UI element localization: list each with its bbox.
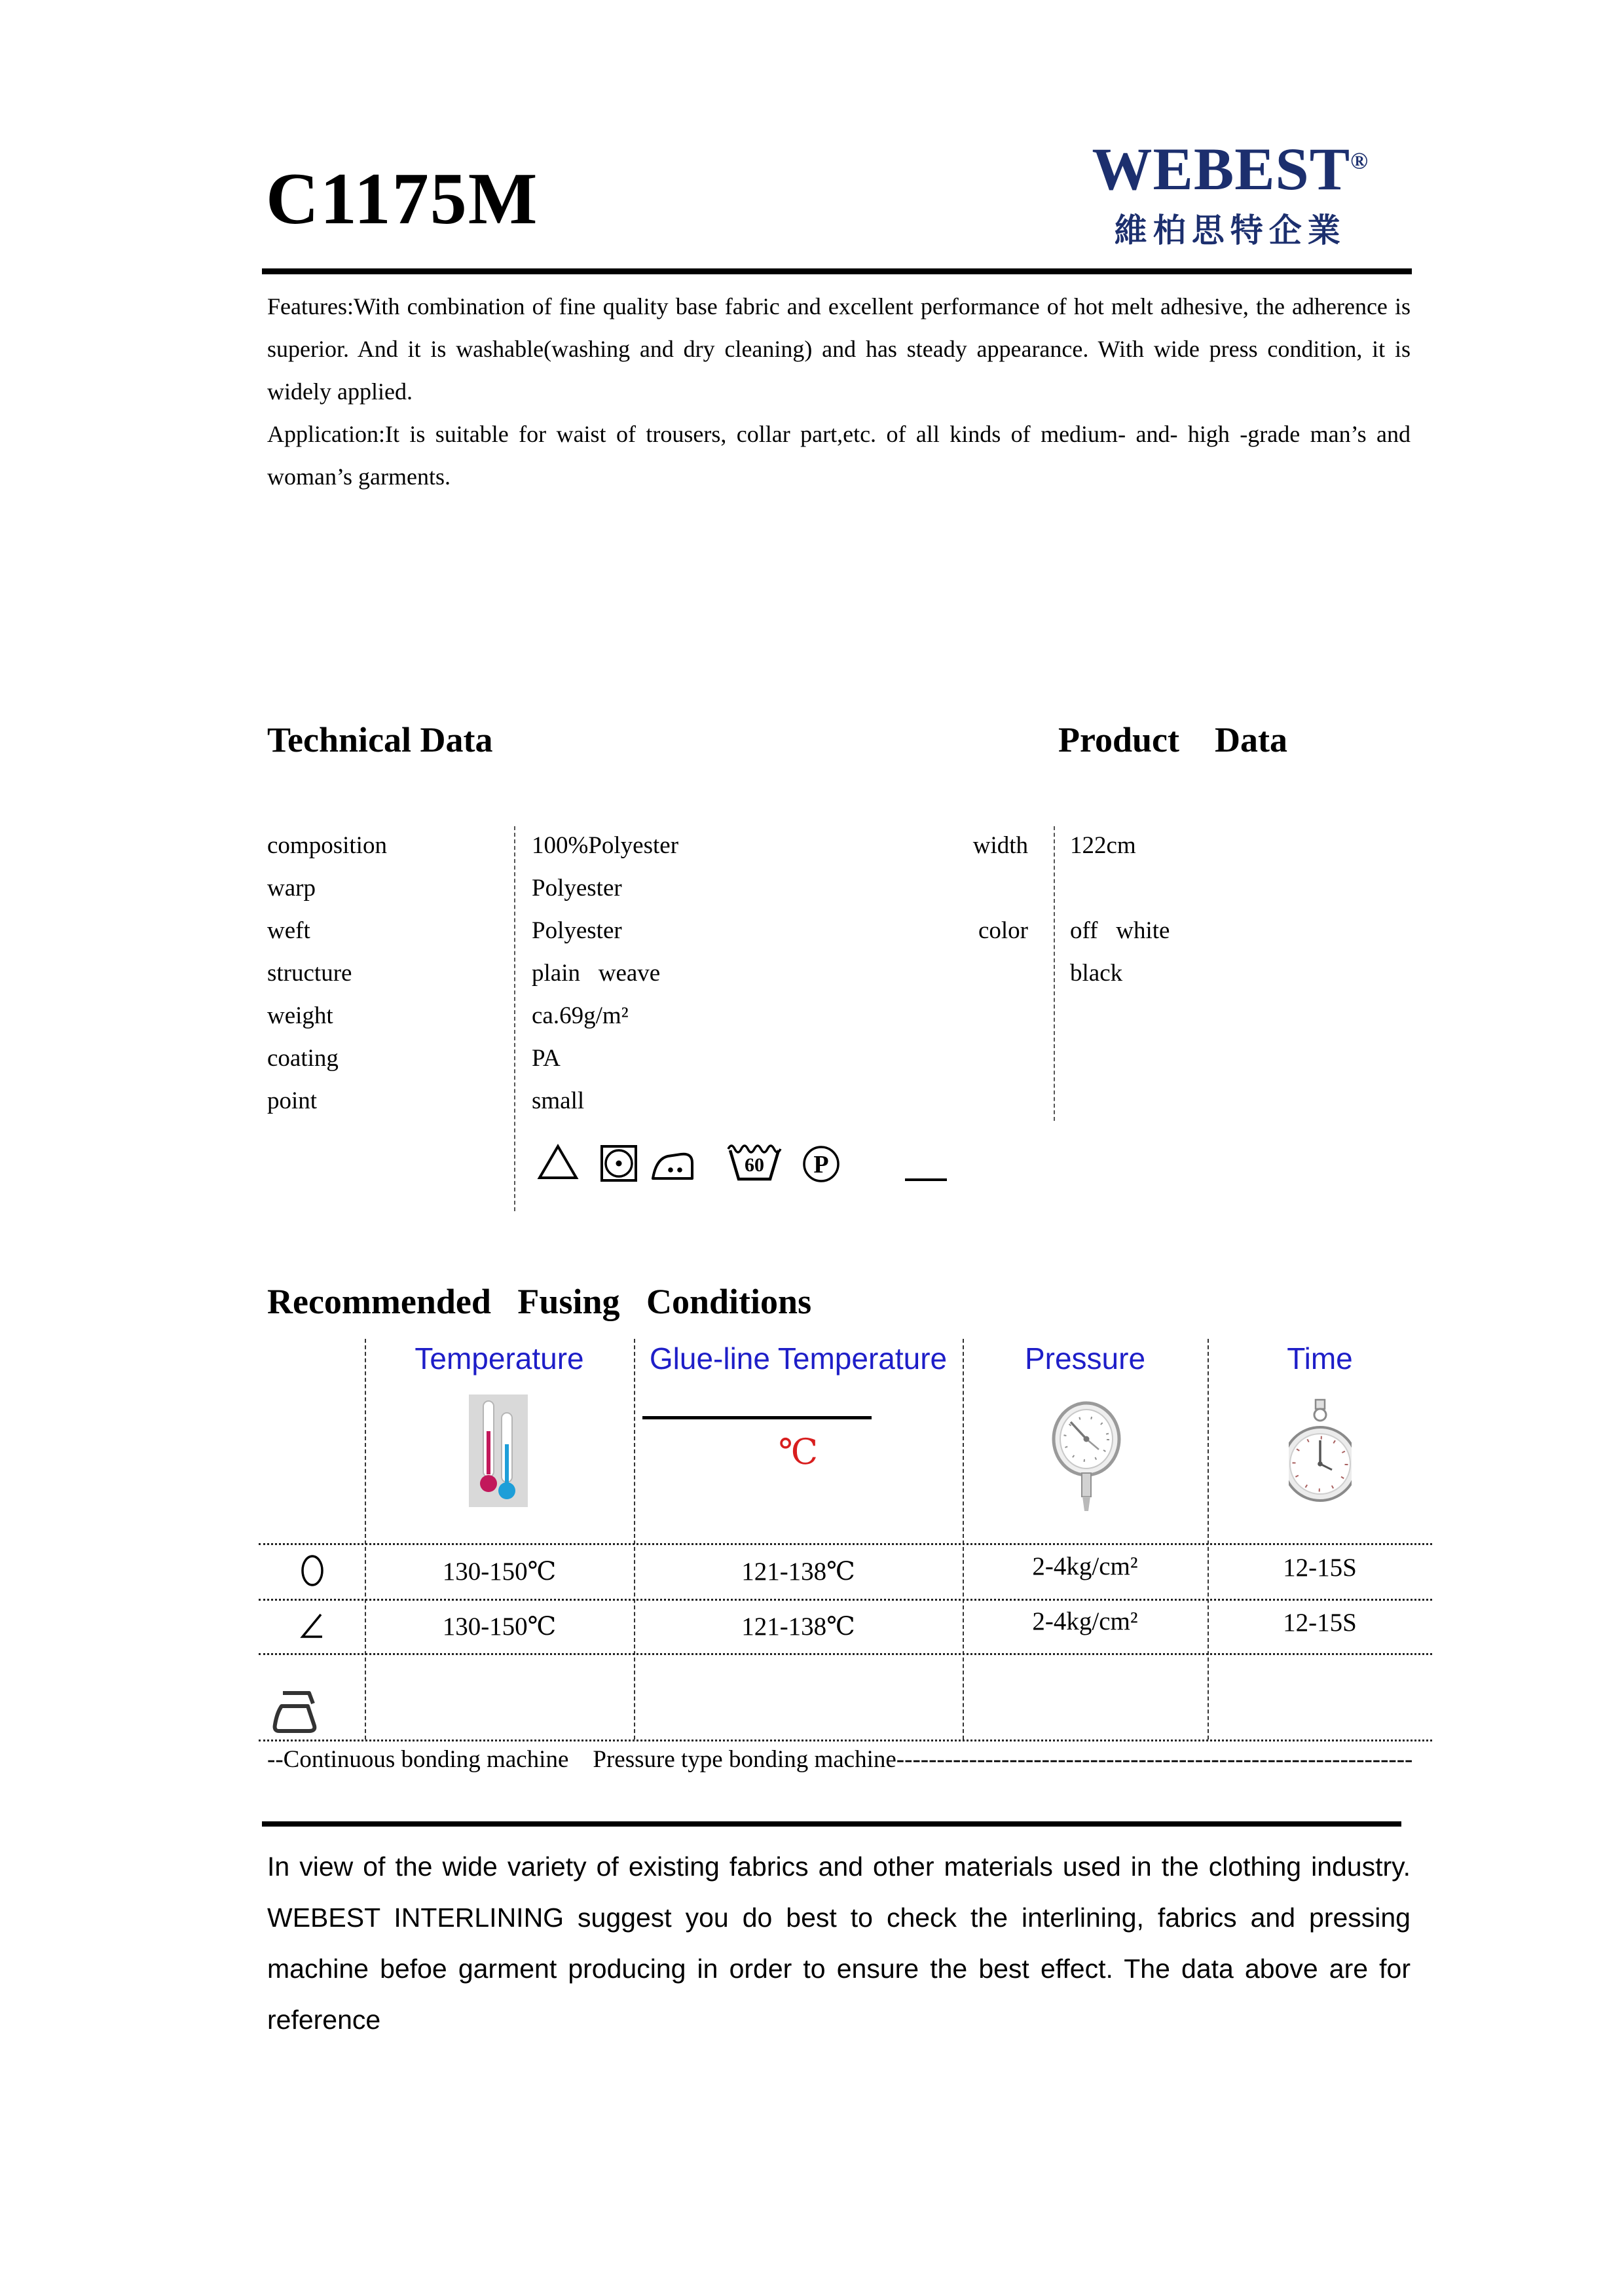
stopwatch-icon xyxy=(1289,1398,1352,1508)
bonding-machine-note: --Continuous bonding machine Pressure type bonding machine---------------------------------------------------------------- xyxy=(267,1746,1413,1773)
dry-clean-p-icon xyxy=(802,1144,841,1187)
logo-wordmark xyxy=(1092,136,1369,202)
tech-row-label: structure xyxy=(267,960,352,987)
bleach-triangle-icon xyxy=(537,1143,579,1184)
product-row-label: width xyxy=(972,832,1028,859)
fusing-table-vline xyxy=(963,1339,964,1740)
tech-row-value: plain weave xyxy=(532,960,661,987)
dry-flat-line-icon xyxy=(905,1178,947,1181)
features-paragraph: Features:With combination of fine quality base fabric and excellent performance of hot melt adhesive, the adherence is superior. And it is washable(washing and dry cleaning) and has steady appearance. With wide press condition, it is widely applied. xyxy=(267,293,1411,405)
tech-row-label: weight xyxy=(267,1002,333,1029)
product-row-value: off white xyxy=(1070,917,1170,944)
fusing-table-vline xyxy=(365,1339,366,1740)
fusing-table-hline xyxy=(259,1543,1432,1545)
fusing-table-hline xyxy=(259,1653,1432,1655)
fusing-cell-temperature: 130-150℃ xyxy=(442,1613,557,1641)
fusing-cell-glue-line: 121-138℃ xyxy=(741,1613,855,1641)
column-header-time: Time xyxy=(1287,1341,1353,1376)
fusing-cell-temperature: 130-150℃ xyxy=(442,1558,557,1586)
tech-row-label: point xyxy=(267,1087,318,1114)
tech-row-value: small xyxy=(532,1087,585,1114)
wash-60-icon xyxy=(726,1140,783,1186)
tech-row-value: 100%Polyester xyxy=(532,832,679,859)
svg-text:P: P xyxy=(813,1151,829,1178)
product-data-heading: Product Data xyxy=(1058,720,1287,759)
technical-data-heading: Technical Data xyxy=(267,720,493,759)
fusing-table-hline xyxy=(259,1740,1432,1741)
row-symbol-angle xyxy=(296,1611,326,1644)
column-header-pressure: Pressure xyxy=(1024,1341,1146,1376)
row-symbol-iron xyxy=(271,1684,325,1740)
svg-text:60: 60 xyxy=(745,1154,764,1176)
product-table-divider xyxy=(1054,826,1055,1121)
tech-row-value: PA xyxy=(532,1045,561,1072)
technical-table-divider xyxy=(514,826,515,1211)
fusing-cell-glue-line: 121-138℃ xyxy=(741,1558,855,1586)
fusing-cell-pressure: 2-4kg/cm² xyxy=(1032,1552,1138,1580)
tech-row-value: Polyester xyxy=(532,917,622,944)
tech-row-label: warp xyxy=(267,875,316,902)
header-divider-rule xyxy=(262,268,1412,274)
fusing-table-vline xyxy=(1208,1339,1209,1740)
iron-two-dots-icon xyxy=(650,1147,695,1186)
fusing-conditions-heading: Recommended Fusing Conditions xyxy=(267,1282,812,1321)
product-code-title: C1175M xyxy=(266,158,539,240)
product-row-value: black xyxy=(1070,960,1123,987)
logo-text: WEBEST xyxy=(1092,136,1351,202)
tech-row-label: coating xyxy=(267,1045,339,1072)
row-symbol-circle xyxy=(299,1553,326,1592)
fusing-table-hline xyxy=(259,1599,1432,1601)
fusing-cell-pressure: 2-4kg/cm² xyxy=(1032,1607,1138,1635)
intro-block xyxy=(267,285,1411,498)
column-header-glue-line: Glue-line Temperature xyxy=(649,1341,948,1376)
company-logo xyxy=(1092,136,1369,251)
tech-row-value: Polyester xyxy=(532,875,622,902)
tech-row-label: weft xyxy=(267,917,310,944)
fusing-table-vline xyxy=(634,1339,635,1740)
product-row-label: color xyxy=(978,917,1028,944)
tumble-dry-icon xyxy=(600,1144,638,1186)
logo-chinese-name: 維柏思特企業 xyxy=(1114,212,1346,249)
tech-row-label: composition xyxy=(267,832,387,859)
column-header-temperature: Temperature xyxy=(415,1341,584,1376)
disclaimer-paragraph: In view of the wide variety of existing fabrics and other materials used in the clothing industry. WEBEST INTERLINING suggest you do best to check the interlining, fabrics and pressing machine befoe garment producing in order to ensure the best effect. The data above are for reference xyxy=(267,1851,1411,2035)
application-paragraph: Application:It is suitable for waist of trousers, collar part,etc. of all kinds of medium- and- high -grade man’s and woman’s garments. xyxy=(267,421,1411,490)
product-row-value: 122cm xyxy=(1070,832,1136,859)
registered-trademark-icon: ® xyxy=(1350,147,1369,174)
thermometer-icon xyxy=(469,1394,528,1510)
glue-line-blank-rule xyxy=(642,1416,872,1419)
pressure-gauge-icon xyxy=(1050,1389,1122,1517)
tech-row-value: ca.69g/m² xyxy=(532,1002,629,1029)
glue-line-unit-celsius: ℃ xyxy=(778,1432,819,1472)
fusing-cell-time: 12-15S xyxy=(1283,1554,1357,1582)
fusing-cell-time: 12-15S xyxy=(1283,1609,1357,1637)
footer-divider-rule xyxy=(262,1821,1401,1827)
